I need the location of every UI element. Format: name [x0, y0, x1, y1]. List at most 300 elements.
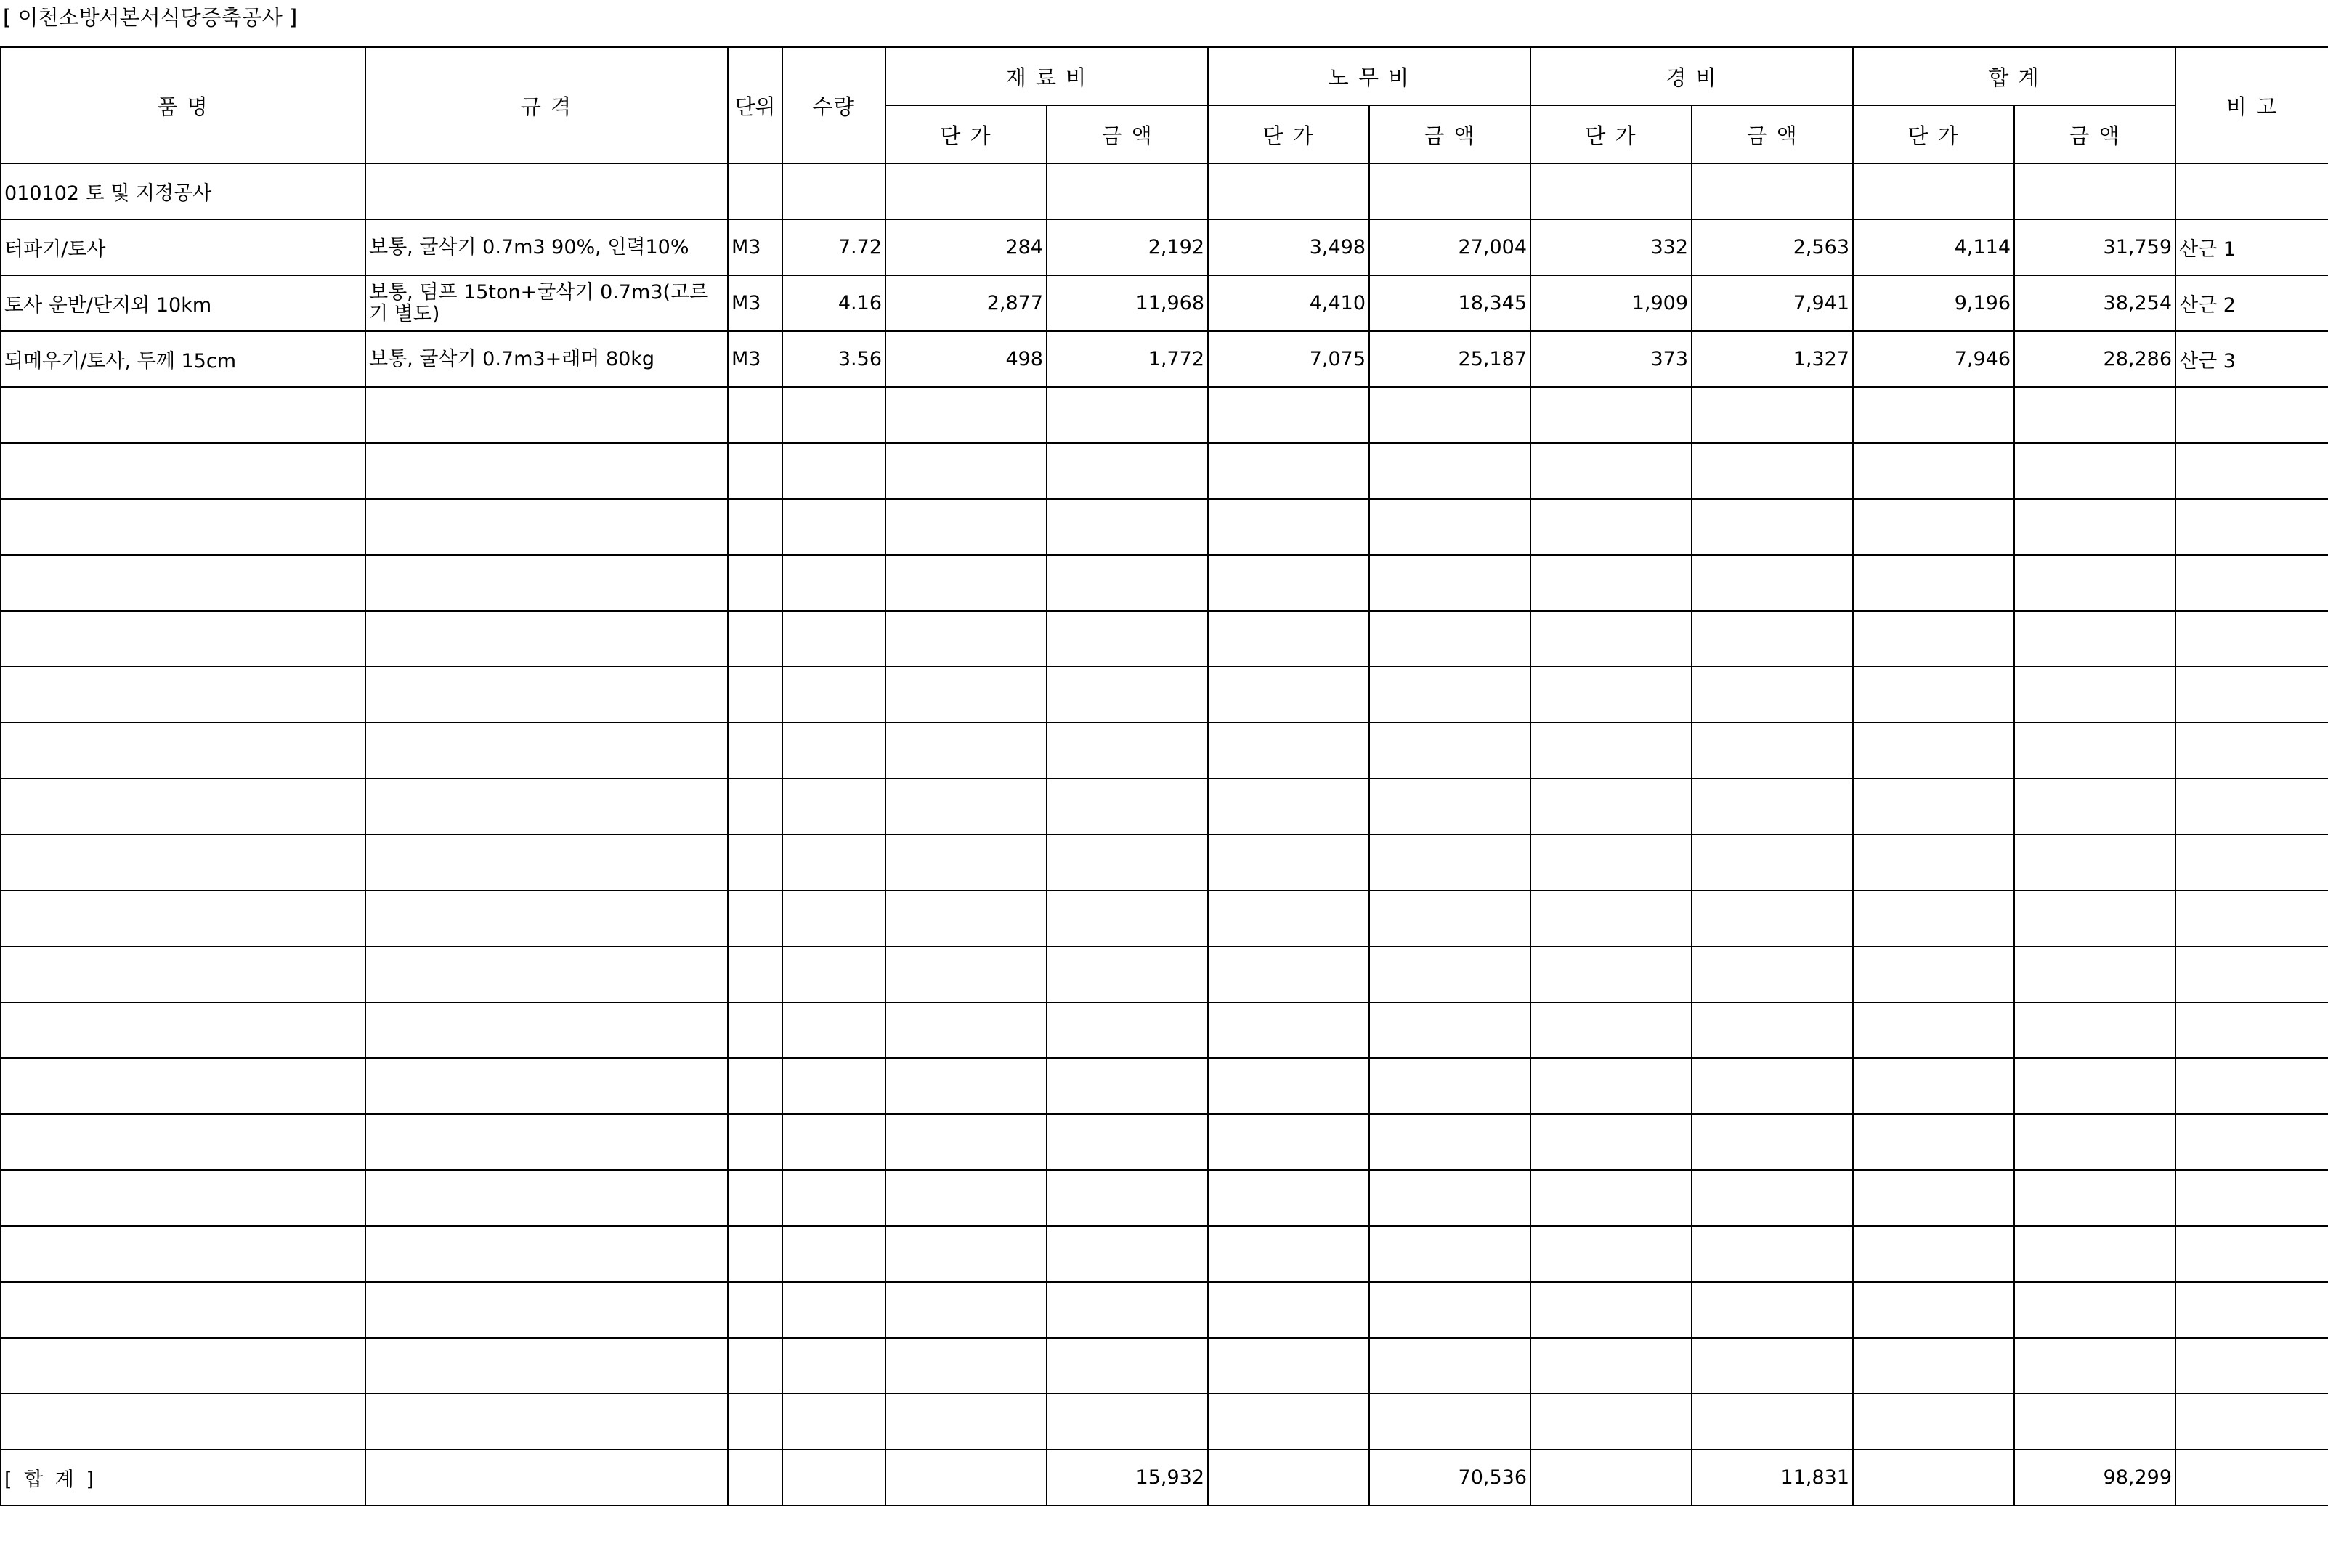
empty-cell — [1047, 1394, 1208, 1450]
empty-cell — [1530, 1058, 1692, 1114]
empty-cell — [1047, 1226, 1208, 1282]
empty-cell — [2014, 443, 2175, 499]
empty-cell — [1208, 499, 1369, 555]
empty-cell — [1047, 779, 1208, 834]
empty-cell — [1208, 387, 1369, 443]
cell-lab-up: 4,410 — [1208, 275, 1369, 331]
empty-cell — [2014, 499, 2175, 555]
empty-row — [1, 611, 2328, 667]
cell-exp-amt — [1692, 163, 1853, 219]
empty-cell — [782, 723, 885, 779]
empty-cell — [1692, 1226, 1853, 1282]
empty-cell — [1047, 946, 1208, 1002]
empty-cell — [1047, 611, 1208, 667]
empty-cell — [2175, 443, 2328, 499]
empty-cell — [1, 555, 365, 611]
empty-cell — [1369, 1226, 1530, 1282]
empty-cell — [1369, 723, 1530, 779]
cell-mat-amt: 2,192 — [1047, 219, 1208, 275]
empty-cell — [1853, 1114, 2014, 1170]
cell-qty: 3.56 — [782, 331, 885, 387]
total-tot-amt: 98,299 — [2014, 1450, 2175, 1506]
empty-cell — [1692, 1282, 1853, 1338]
cell-remark: 산근 2 — [2175, 275, 2328, 331]
cell-spec: 보통, 굴삭기 0.7m3+래머 80kg — [365, 331, 728, 387]
empty-cell — [1047, 1114, 1208, 1170]
empty-cell — [885, 890, 1047, 946]
empty-cell — [728, 946, 782, 1002]
empty-cell — [1047, 1282, 1208, 1338]
empty-cell — [1692, 1394, 1853, 1450]
empty-cell — [1692, 1058, 1853, 1114]
empty-cell — [2175, 1114, 2328, 1170]
empty-cell — [1, 779, 365, 834]
header-labor-amount: 금 액 — [1369, 105, 1530, 163]
empty-cell — [1853, 723, 2014, 779]
empty-cell — [1047, 834, 1208, 890]
empty-row — [1, 1282, 2328, 1338]
empty-cell — [728, 1226, 782, 1282]
empty-row — [1, 779, 2328, 834]
empty-row — [1, 667, 2328, 723]
empty-cell — [1530, 779, 1692, 834]
empty-cell — [2175, 779, 2328, 834]
empty-cell — [1853, 555, 2014, 611]
empty-cell — [1853, 443, 2014, 499]
empty-cell — [1692, 946, 1853, 1002]
header-total: 합 계 — [1853, 47, 2175, 105]
empty-cell — [728, 1282, 782, 1338]
empty-cell — [2175, 1282, 2328, 1338]
empty-cell — [1853, 667, 2014, 723]
empty-cell — [1, 723, 365, 779]
empty-cell — [728, 1170, 782, 1226]
empty-cell — [728, 667, 782, 723]
cell-item: 되메우기/토사, 두께 15cm — [1, 331, 365, 387]
empty-cell — [885, 834, 1047, 890]
empty-cell — [728, 1394, 782, 1450]
empty-row — [1, 1226, 2328, 1282]
empty-cell — [1853, 890, 2014, 946]
empty-cell — [365, 387, 728, 443]
header-expense-amount: 금 액 — [1692, 105, 1853, 163]
cell-remark — [2175, 163, 2328, 219]
empty-cell — [1047, 1338, 1208, 1394]
empty-cell — [782, 1338, 885, 1394]
empty-cell — [782, 779, 885, 834]
empty-cell — [782, 499, 885, 555]
empty-cell — [2175, 1450, 2328, 1506]
empty-cell — [1692, 834, 1853, 890]
empty-cell — [728, 723, 782, 779]
empty-cell — [728, 555, 782, 611]
table-row — [1, 163, 2328, 219]
empty-cell — [365, 890, 728, 946]
empty-cell — [1692, 723, 1853, 779]
empty-cell — [885, 611, 1047, 667]
cell-lab-amt: 27,004 — [1369, 219, 1530, 275]
empty-cell — [1, 1282, 365, 1338]
cell-mat-up: 498 — [885, 331, 1047, 387]
empty-cell — [365, 834, 728, 890]
empty-cell — [782, 1282, 885, 1338]
empty-cell — [885, 1170, 1047, 1226]
empty-cell — [1, 443, 365, 499]
header-spec: 규 격 — [365, 47, 728, 163]
cell-remark: 산근 3 — [2175, 331, 2328, 387]
header-expense: 경 비 — [1530, 47, 1853, 105]
cell-qty: 4.16 — [782, 275, 885, 331]
empty-cell — [1530, 1394, 1692, 1450]
empty-cell — [2014, 1058, 2175, 1114]
cell-tot-amt: 28,286 — [2014, 331, 2175, 387]
empty-cell — [728, 1114, 782, 1170]
header-labor-unit-price: 단 가 — [1208, 105, 1369, 163]
empty-cell — [728, 611, 782, 667]
empty-cell — [2014, 1226, 2175, 1282]
empty-cell — [1208, 1058, 1369, 1114]
cell-exp-up: 1,909 — [1530, 275, 1692, 331]
empty-cell — [2014, 611, 2175, 667]
empty-cell — [2014, 1170, 2175, 1226]
cell-tot-up: 9,196 — [1853, 275, 2014, 331]
empty-cell — [1, 667, 365, 723]
empty-cell — [1692, 555, 1853, 611]
empty-cell — [2014, 946, 2175, 1002]
empty-cell — [728, 443, 782, 499]
empty-cell — [885, 387, 1047, 443]
empty-cell — [2175, 555, 2328, 611]
empty-cell — [1853, 779, 2014, 834]
empty-cell — [365, 555, 728, 611]
empty-cell — [365, 1450, 728, 1506]
empty-cell — [1208, 834, 1369, 890]
empty-cell — [1, 1114, 365, 1170]
empty-cell — [728, 1450, 782, 1506]
empty-cell — [1369, 499, 1530, 555]
empty-cell — [365, 1338, 728, 1394]
empty-cell — [2175, 1058, 2328, 1114]
empty-cell — [1853, 1170, 2014, 1226]
empty-cell — [1853, 1058, 2014, 1114]
empty-row — [1, 834, 2328, 890]
empty-cell — [728, 1002, 782, 1058]
empty-cell — [1, 1058, 365, 1114]
empty-cell — [1047, 1058, 1208, 1114]
empty-cell — [1530, 555, 1692, 611]
empty-cell — [1208, 1002, 1369, 1058]
empty-row — [1, 1002, 2328, 1058]
empty-cell — [1853, 1394, 2014, 1450]
empty-cell — [885, 779, 1047, 834]
empty-cell — [1530, 1114, 1692, 1170]
cell-remark: 산근 1 — [2175, 219, 2328, 275]
empty-cell — [1047, 723, 1208, 779]
cell-tot-amt: 31,759 — [2014, 219, 2175, 275]
empty-cell — [365, 1282, 728, 1338]
empty-cell — [1369, 1058, 1530, 1114]
empty-cell — [1692, 443, 1853, 499]
empty-cell — [1369, 611, 1530, 667]
empty-cell — [2014, 1338, 2175, 1394]
cell-lab-amt — [1369, 163, 1530, 219]
empty-cell — [2175, 1338, 2328, 1394]
empty-cell — [1, 946, 365, 1002]
empty-cell — [365, 667, 728, 723]
table-row — [1, 219, 2328, 275]
empty-cell — [1208, 946, 1369, 1002]
empty-cell — [1853, 611, 2014, 667]
total-exp-amt: 11,831 — [1692, 1450, 1853, 1506]
empty-row — [1, 1394, 2328, 1450]
total-mat-amt: 15,932 — [1047, 1450, 1208, 1506]
empty-cell — [1530, 946, 1692, 1002]
empty-cell — [2014, 1282, 2175, 1338]
total-row — [1, 1450, 2328, 1506]
empty-cell — [885, 723, 1047, 779]
empty-row — [1, 1114, 2328, 1170]
empty-cell — [885, 1114, 1047, 1170]
empty-row — [1, 1058, 2328, 1114]
empty-cell — [1047, 499, 1208, 555]
cell-tot-up: 7,946 — [1853, 331, 2014, 387]
empty-cell — [885, 667, 1047, 723]
empty-cell — [1692, 1114, 1853, 1170]
empty-cell — [782, 1394, 885, 1450]
empty-cell — [1208, 1226, 1369, 1282]
empty-cell — [885, 946, 1047, 1002]
empty-cell — [2175, 723, 2328, 779]
cell-tot-amt — [2014, 163, 2175, 219]
empty-cell — [728, 1058, 782, 1114]
empty-cell — [1047, 555, 1208, 611]
cell-qty: 7.72 — [782, 219, 885, 275]
empty-cell — [782, 1226, 885, 1282]
empty-row — [1, 946, 2328, 1002]
empty-cell — [782, 834, 885, 890]
empty-cell — [1208, 723, 1369, 779]
empty-cell — [1853, 1338, 2014, 1394]
empty-cell — [1, 387, 365, 443]
table-row — [1, 275, 2328, 331]
empty-row — [1, 443, 2328, 499]
cell-exp-amt: 7,941 — [1692, 275, 1853, 331]
empty-cell — [1369, 443, 1530, 499]
empty-row — [1, 387, 2328, 443]
empty-row — [1, 1170, 2328, 1226]
empty-cell — [885, 443, 1047, 499]
empty-cell — [1853, 1002, 2014, 1058]
cell-spec: 보통, 굴삭기 0.7m3 90%, 인력10% — [365, 219, 728, 275]
empty-cell — [885, 499, 1047, 555]
empty-cell — [2014, 890, 2175, 946]
cell-qty — [782, 163, 885, 219]
empty-cell — [1, 499, 365, 555]
empty-row — [1, 723, 2328, 779]
empty-row — [1, 890, 2328, 946]
empty-cell — [885, 1226, 1047, 1282]
document-title: [ 이천소방서본서식당증축공사 ] — [3, 5, 298, 30]
empty-row — [1, 1338, 2328, 1394]
empty-cell — [1530, 834, 1692, 890]
cell-unit — [728, 163, 782, 219]
cell-tot-up — [1853, 163, 2014, 219]
empty-cell — [2175, 890, 2328, 946]
empty-cell — [1692, 1002, 1853, 1058]
cell-spec — [365, 163, 728, 219]
empty-cell — [782, 667, 885, 723]
cell-mat-amt: 1,772 — [1047, 331, 1208, 387]
cell-lab-amt: 25,187 — [1369, 331, 1530, 387]
empty-cell — [2014, 723, 2175, 779]
empty-cell — [1530, 387, 1692, 443]
empty-cell — [1369, 890, 1530, 946]
empty-cell — [2014, 834, 2175, 890]
empty-cell — [1530, 499, 1692, 555]
empty-cell — [1692, 1170, 1853, 1226]
empty-cell — [1208, 779, 1369, 834]
empty-cell — [2014, 555, 2175, 611]
empty-cell — [2175, 387, 2328, 443]
empty-cell — [1208, 1394, 1369, 1450]
cell-lab-up: 7,075 — [1208, 331, 1369, 387]
empty-cell — [728, 779, 782, 834]
empty-cell — [1530, 1170, 1692, 1226]
empty-cell — [1530, 723, 1692, 779]
header-total-amount: 금 액 — [2014, 105, 2175, 163]
empty-cell — [728, 1338, 782, 1394]
empty-cell — [2014, 1114, 2175, 1170]
cell-tot-up: 4,114 — [1853, 219, 2014, 275]
empty-cell — [365, 1058, 728, 1114]
empty-cell — [1692, 779, 1853, 834]
empty-cell — [1530, 1338, 1692, 1394]
empty-cell — [1692, 611, 1853, 667]
cell-exp-amt: 1,327 — [1692, 331, 1853, 387]
cell-unit: M3 — [728, 219, 782, 275]
empty-cell — [2175, 1170, 2328, 1226]
empty-cell — [1, 611, 365, 667]
empty-cell — [2014, 779, 2175, 834]
empty-cell — [885, 1394, 1047, 1450]
empty-cell — [885, 1450, 1047, 1506]
empty-cell — [782, 1058, 885, 1114]
empty-cell — [365, 723, 728, 779]
empty-cell — [885, 1058, 1047, 1114]
empty-cell — [1, 834, 365, 890]
header-expense-unit-price: 단 가 — [1530, 105, 1692, 163]
empty-cell — [2014, 667, 2175, 723]
empty-row — [1, 499, 2328, 555]
empty-cell — [1369, 779, 1530, 834]
empty-cell — [365, 1394, 728, 1450]
cell-lab-amt: 18,345 — [1369, 275, 1530, 331]
empty-cell — [1692, 1338, 1853, 1394]
empty-cell — [1853, 946, 2014, 1002]
header-material-unit-price: 단 가 — [885, 105, 1047, 163]
empty-cell — [1369, 1394, 1530, 1450]
cell-item: 터파기/토사 — [1, 219, 365, 275]
header-labor: 노 무 비 — [1208, 47, 1530, 105]
empty-cell — [1853, 1282, 2014, 1338]
empty-cell — [782, 1170, 885, 1226]
empty-cell — [1047, 443, 1208, 499]
empty-cell — [782, 890, 885, 946]
empty-cell — [365, 443, 728, 499]
empty-cell — [2175, 1002, 2328, 1058]
empty-cell — [1853, 499, 2014, 555]
empty-cell — [1208, 667, 1369, 723]
empty-cell — [2175, 611, 2328, 667]
empty-cell — [782, 1114, 885, 1170]
empty-cell — [885, 1282, 1047, 1338]
empty-row — [1, 555, 2328, 611]
empty-cell — [1530, 443, 1692, 499]
empty-cell — [885, 1002, 1047, 1058]
empty-cell — [1530, 890, 1692, 946]
empty-cell — [1369, 1170, 1530, 1226]
empty-cell — [1, 890, 365, 946]
header-total-unit-price: 단 가 — [1853, 105, 2014, 163]
empty-cell — [1, 1394, 365, 1450]
cell-exp-up — [1530, 163, 1692, 219]
empty-cell — [1047, 1170, 1208, 1226]
cell-item: 010102 토 및 지정공사 — [1, 163, 365, 219]
header-row-1 — [1, 47, 2328, 105]
empty-cell — [1208, 1114, 1369, 1170]
empty-cell — [1853, 834, 2014, 890]
empty-cell — [1047, 890, 1208, 946]
empty-cell — [1692, 667, 1853, 723]
empty-cell — [782, 946, 885, 1002]
cell-lab-up: 3,498 — [1208, 219, 1369, 275]
table-row — [1, 331, 2328, 387]
empty-cell — [1853, 1226, 2014, 1282]
empty-cell — [1692, 499, 1853, 555]
empty-cell — [1369, 667, 1530, 723]
empty-cell — [1369, 555, 1530, 611]
header-remark: 비 고 — [2175, 47, 2328, 163]
empty-cell — [1047, 387, 1208, 443]
empty-cell — [1208, 1338, 1369, 1394]
empty-cell — [365, 1170, 728, 1226]
empty-cell — [1530, 611, 1692, 667]
cell-mat-up: 2,877 — [885, 275, 1047, 331]
empty-cell — [365, 1226, 728, 1282]
empty-cell — [1208, 1450, 1369, 1506]
header-material: 재 료 비 — [885, 47, 1208, 105]
empty-cell — [1, 1338, 365, 1394]
empty-cell — [1, 1226, 365, 1282]
total-label: [ 합 계 ] — [1, 1450, 365, 1506]
cell-mat-up: 284 — [885, 219, 1047, 275]
empty-cell — [1369, 1114, 1530, 1170]
empty-cell — [782, 555, 885, 611]
cell-exp-up: 332 — [1530, 219, 1692, 275]
empty-cell — [1369, 1002, 1530, 1058]
cell-mat-amt: 11,968 — [1047, 275, 1208, 331]
empty-cell — [728, 834, 782, 890]
empty-cell — [2014, 1394, 2175, 1450]
empty-cell — [885, 555, 1047, 611]
empty-cell — [2175, 1394, 2328, 1450]
cell-exp-amt: 2,563 — [1692, 219, 1853, 275]
empty-cell — [1853, 387, 2014, 443]
empty-cell — [1369, 387, 1530, 443]
empty-cell — [1369, 946, 1530, 1002]
empty-cell — [1047, 667, 1208, 723]
empty-cell — [2014, 1002, 2175, 1058]
